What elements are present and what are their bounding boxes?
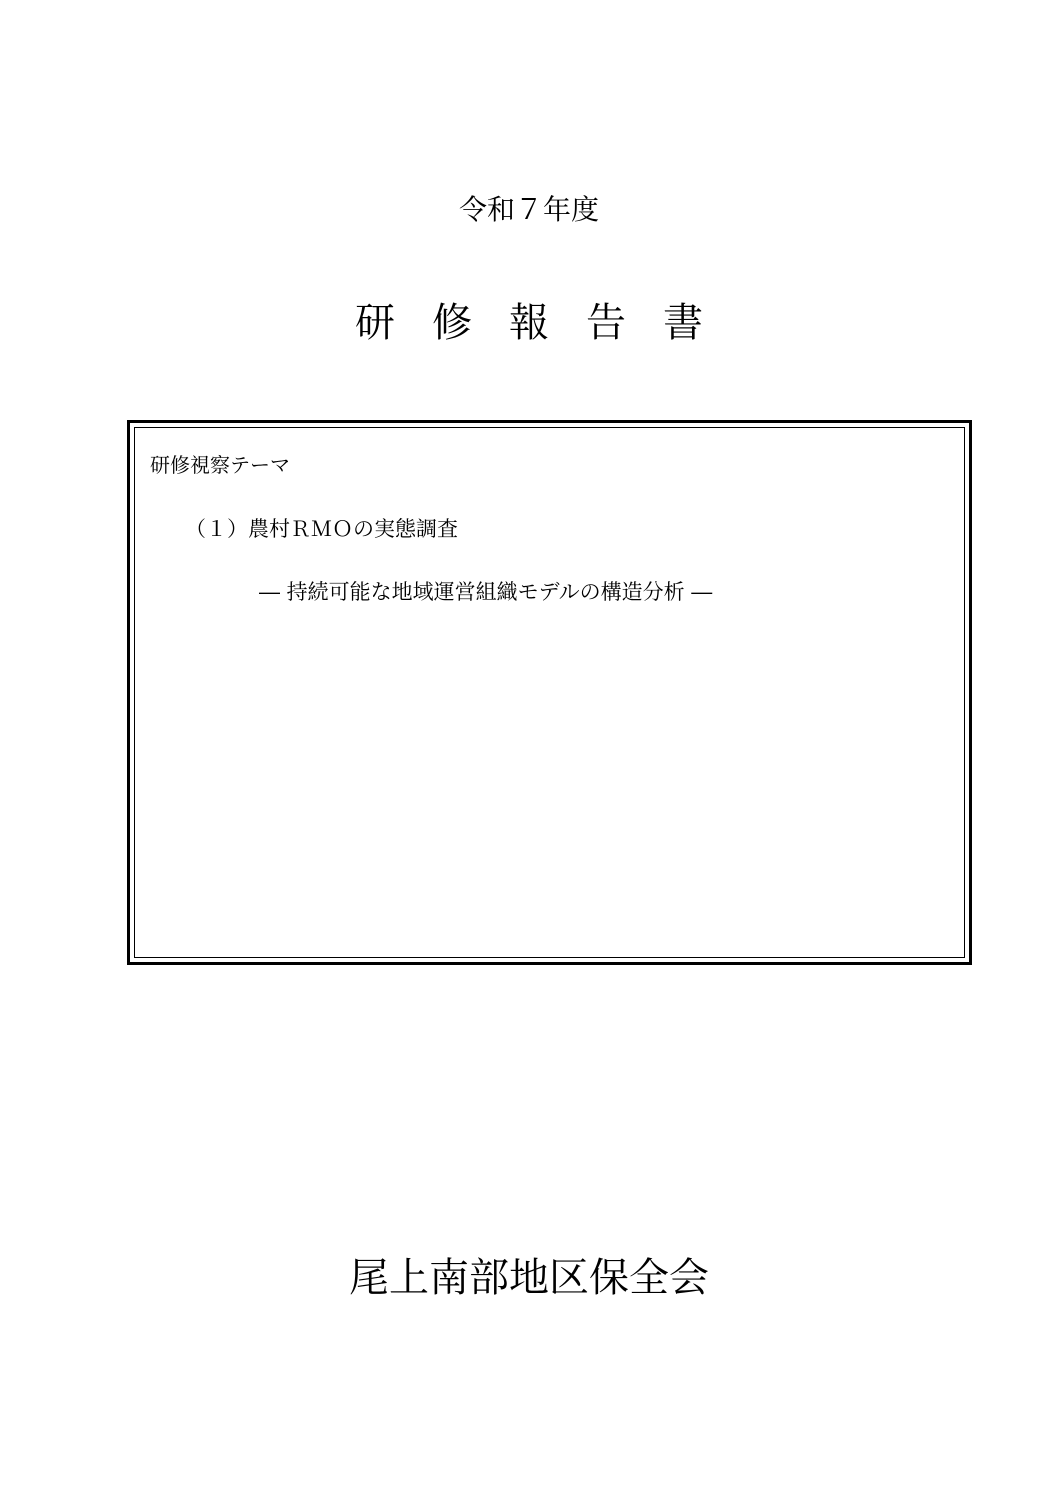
theme-box-inner-border: [134, 427, 965, 958]
theme-heading: 研修視察テーマ: [150, 453, 290, 477]
report-title: 研修報告書: [355, 300, 740, 346]
theme-item: （１）農村ＲＭＯの実態調査: [185, 517, 458, 541]
theme-subtitle: ― 持続可能な地域運営組織モデルの構造分析 ―: [259, 580, 713, 604]
theme-box: [127, 420, 972, 965]
organization-name: 尾上南部地区保全会: [349, 1255, 709, 1301]
fiscal-year: 令和７年度: [458, 193, 599, 226]
